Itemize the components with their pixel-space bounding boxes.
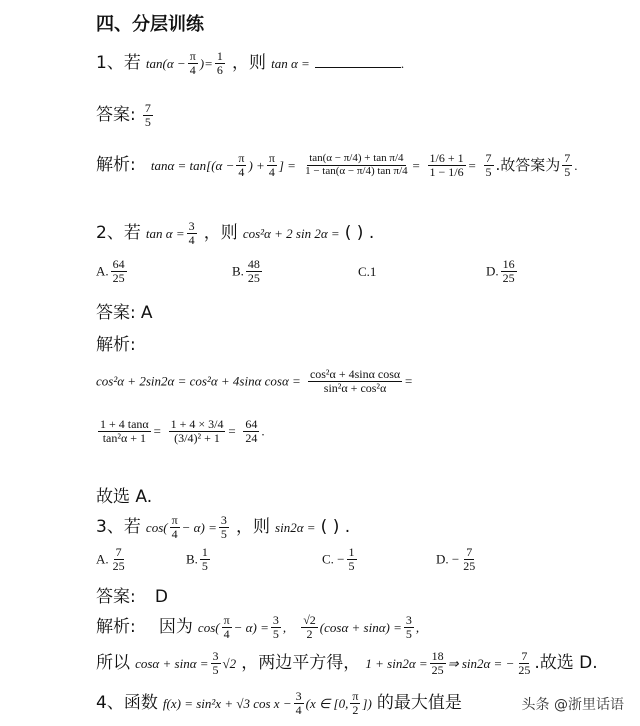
q1-prefix: 1、若 [96, 53, 141, 73]
q3-analysis-2: 所以 cosα + sinα = $\frac{3}{5}$ √2 ，两边平方得， 1 + sin2α = $\frac{18}{25}$ ⇒ sin2α = − $\frac{7}{25}$ .故选 D. [96, 649, 598, 677]
question-1: 1、若 tan(α − $\frac{\pi}{4}$ )= $\frac{1}{6}$ ，则 tan α = . [96, 49, 405, 77]
q2-answer: 答案: A [96, 303, 153, 323]
q2-option-b: B. $\frac{48}{25}$ [232, 257, 260, 285]
q1-analysis: 解析: tanα = tan[(α − $\frac{\pi}{4}$ ) + $\frac{\pi}{4}$ ] = $\frac{\text{tan(α − π/4) + tan π/4}}{\text{1 − tan(α − π/4) tan π/4}}$ = $\frac{1/6 + 1}{1 - 1/6}$ = $\frac{7}{5}$ .故答案为 $\frac{7}{5}$ . [96, 151, 578, 179]
question-4: 4、函数 f(x) = sin²x + √3 cos x − $\frac{3}{4}$ (x ∈ [0, $\frac{\pi}{2}$ ]) 的最大值是 [96, 689, 462, 717]
q2-mid: ，则 [203, 223, 238, 243]
q3-option-d: D. − $\frac{7}{25}$ [436, 545, 476, 573]
q2-prefix: 2、若 [96, 223, 141, 243]
q3-option-b: B. $\frac{1}{5}$ [186, 545, 208, 573]
question-3: 3、若 cos( $\frac{\pi}{4}$ − α) = $\frac{3}{5}$ ，则 sin2α = ( ) . [96, 513, 351, 541]
q3-answer-value: D [154, 587, 168, 607]
q2-option-a: A. $\frac{64}{25}$ [96, 257, 125, 285]
q3-option-a: A. $\frac{7}{25}$ [96, 545, 125, 573]
q2-option-c: C.1 [358, 264, 377, 279]
q1-blank [315, 53, 401, 68]
q1-expr: tan(α − [145, 56, 186, 71]
q1-answer-value: $\frac{7}{5}$ [144, 101, 151, 129]
section-heading: 四、分层训练 [96, 14, 204, 35]
q2-target: cos²α + 2 sin 2α = [242, 226, 340, 241]
q3-target: sin2α = [275, 520, 316, 535]
watermark: 头条 @浙里话语 [516, 692, 630, 716]
q2-conclusion: 故选 A. [96, 487, 153, 507]
q2-paren: ( ) . [344, 223, 375, 243]
analysis-label: 解析: [96, 155, 136, 175]
q1-answer [96, 100, 155, 129]
q1-mid: ，则 [231, 53, 266, 73]
question-2: 2、若 tan α = $\frac{3}{4}$ ，则 cos²α + 2 sin 2α = ( ) . [96, 219, 375, 247]
q2-step-1: cos²α + 2sin2α = cos²α + 4sinα cosα = $\frac{\text{cos²α + 4sinα cosα}}{\text{sin²α + cos²α}}$ = [96, 367, 413, 395]
q2-answer-value: A [140, 303, 153, 323]
q2-option-d: D. $\frac{16}{25}$ [486, 257, 515, 285]
q3-option-c: C. − $\frac{1}{5}$ [322, 545, 355, 573]
q3-analysis-1: 解析: 因为 cos( $\frac{\pi}{4}$ − α) = $\frac{3}{5}$ , $\frac{√2}{2}$ (cosα + sinα) = $\frac{3}{5}$ , [96, 613, 420, 641]
q2-step-2: $\frac{1 + 4 \tan\alpha}{\text{tan²α + 1}}$ = $\frac{1 + 4 \times 3/4}{\text{(3/4)² + 1}}$ = $\frac{64}{24}$ . [100, 417, 265, 445]
q1-target: tan α = [271, 56, 310, 71]
q3-answer: 答案: D [96, 587, 168, 607]
answer-label: 答案: [96, 105, 136, 125]
q2-analysis-label: 解析: [96, 335, 136, 355]
